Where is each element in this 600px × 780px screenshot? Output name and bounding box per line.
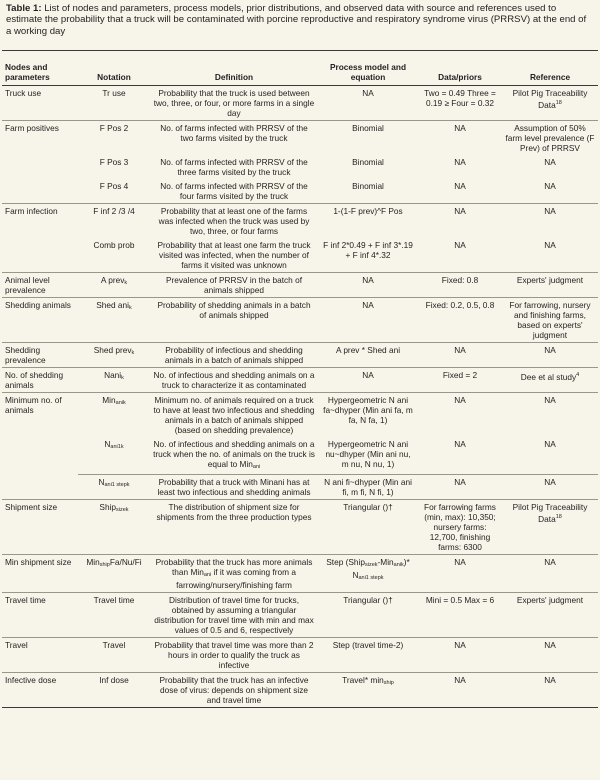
node-cell (2, 475, 78, 500)
notation-text: A prev (100, 275, 125, 285)
process-cell: N ani fi~dhyper (Min ani fi, m fi, N fi, 1) (318, 475, 418, 500)
notation-subscript: ship (99, 562, 110, 568)
parameters-table (2, 50, 598, 708)
notation-cell (78, 437, 150, 475)
data-cell: NA (418, 638, 502, 673)
definition-cell: Probability that the truck is used between two, three, or four, or more farms in a single day (153, 88, 315, 118)
table-row (2, 298, 598, 343)
notation-cell (78, 500, 150, 555)
process-cell: NA (318, 368, 418, 393)
reference-cell: NA (502, 475, 598, 500)
process-cell: F inf 2*0.49 + F inf 3*.19 + F inf 4*.32 (323, 240, 413, 260)
definition-cell: Probability that at least one farm the truck visited was infected, when the number of farms it visited was unknown (157, 240, 311, 270)
reference-cell: NA (544, 157, 556, 167)
notation-text: N (104, 439, 111, 449)
data-cell: NA (454, 439, 466, 449)
node-cell: Minimum no. of animals (2, 393, 78, 438)
table-row (2, 343, 598, 368)
table-caption (6, 3, 591, 37)
table-row (2, 86, 598, 121)
process-cell: Binomial (352, 157, 384, 167)
process-cell: Binomial (318, 121, 418, 156)
notation-subscript: k (124, 280, 128, 286)
notation-cell: Inf dose (78, 673, 150, 708)
reference-cell: For farrowing, nursery and finishing farms, based on experts' judgment (502, 298, 598, 343)
notation-cell (78, 368, 150, 393)
data-cell: Mini = 0.5 Max = 6 (418, 593, 502, 638)
data-cell: Fixed: 0.2, 0.5, 0.8 (418, 298, 502, 343)
reference-cell: Assumption of 50% farm level prevalence (F Prev) of PRRSV (502, 121, 598, 156)
notation-cell (78, 273, 150, 298)
definition-text: Probability that the truck has more animals than Min (155, 557, 313, 577)
table-row (2, 393, 598, 438)
node-cell: Shedding animals (2, 298, 78, 343)
node-cell (2, 238, 78, 273)
notation-cell: Comb prob (93, 240, 135, 250)
reference-superscript: 18 (555, 100, 562, 106)
header-process: Process model and equation (318, 51, 418, 86)
data-cell: Fixed: 0.8 (418, 273, 502, 298)
data-cell: NA (454, 240, 466, 250)
process-cell (318, 673, 418, 708)
data-cell: Two = 0.49 Three = 0.19 ≥ Four = 0.32 (424, 88, 496, 108)
notation-cell: F inf 2 /3 /4 (78, 204, 150, 239)
notation-subscript: anik (115, 400, 126, 406)
definition-cell: Probability that at least one of the farms was infected when the truck was used by two, three, or four farms (150, 204, 318, 239)
node-cell: Infective dose (2, 673, 78, 708)
notation-subscript: k (131, 350, 135, 356)
table-row (2, 475, 598, 500)
data-cell: NA (418, 393, 502, 438)
definition-cell: Minimum no. of animals required on a truck to have at least two infectious and shedding animals in a batch of animals shipped (based on shedding prevalence) (150, 393, 318, 438)
data-cell: NA (418, 475, 502, 500)
notation-cell (78, 475, 150, 500)
process-cell: Binomial (352, 181, 384, 191)
definition-cell: Probability that travel time was more than 2 hours in order to qualify the truck as infective (150, 638, 318, 673)
notation-cell (78, 298, 150, 343)
notation-cell (78, 393, 150, 438)
process-subscript: ani1 stepk (358, 575, 384, 581)
notation-subscript: ani1 stepk (104, 482, 130, 488)
notation-cell: Travel (78, 638, 150, 673)
data-cell: NA (418, 343, 502, 368)
table-row (2, 204, 598, 239)
process-cell: Hypergeometric N ani fa~dhyper (Min ani fa, m fa, N fa, 1) (318, 393, 418, 438)
header-definition: Definition (150, 51, 318, 86)
node-cell: Animal level prevalence (2, 273, 78, 298)
data-cell: NA (418, 121, 502, 156)
data-cell: NA (418, 204, 502, 239)
node-cell: Min shipment size (2, 555, 78, 593)
node-cell: Farm positives (2, 121, 78, 156)
process-text: Travel* min (342, 675, 384, 685)
definition-cell (150, 437, 318, 475)
definition-cell: No. of farms infected with PRRSV of the two farms visited by the truck (150, 121, 318, 156)
reference-cell: NA (544, 240, 556, 250)
definition-cell: The distribution of shipment size for shipments from the three production types (150, 500, 318, 555)
definition-cell: No. of farms infected with PRRSV of the four farms visited by the truck (160, 181, 308, 201)
notation-cell: F Pos 3 (99, 157, 129, 167)
node-cell: Shedding prevalence (2, 343, 78, 368)
header-row (2, 51, 598, 86)
definition-cell: Probability of shedding animals in a batch of animals shipped (150, 298, 318, 343)
definition-cell: No. of infectious and shedding animals on a truck to characterize it as contaminated (150, 368, 318, 393)
table-row (2, 555, 598, 593)
node-cell (2, 437, 78, 475)
node-cell: No. of shedding animals (2, 368, 78, 393)
data-cell: For farrowing farms (min, max): 10,350; nursery farms: 12,700, finishing farms: 6300 (418, 500, 502, 555)
header-reference: Reference (502, 51, 598, 86)
table-row (2, 155, 598, 179)
reference-superscript: 18 (555, 514, 562, 520)
data-cell: NA (454, 157, 466, 167)
process-cell: Hypergeometric N ani nu~dhyper (Min ani nu, m nu, N nu, 1) (325, 439, 411, 469)
table-row (2, 273, 598, 298)
node-cell: Travel (2, 638, 78, 673)
notation-text: Min (102, 395, 116, 405)
data-cell: NA (418, 555, 502, 593)
notation-cell: Travel time (78, 593, 150, 638)
notation-text: Shed ani (96, 300, 129, 310)
notation-text: Ship (99, 502, 117, 512)
notation-cell: Tr use (102, 88, 126, 98)
header-node: Nodes and parameters (2, 51, 78, 86)
definition-cell: Prevalence of PRRSV in the batch of animals shipped (150, 273, 318, 298)
notation-text: N (98, 477, 105, 487)
process-text: -Min (377, 557, 394, 567)
caption-text: List of nodes and parameters, process models, prior distributions, and observed data with source and references used to estimate the probability that a truck will be contaminated with porcine reproductive and respiratory syndrome virus (PRRSV) at the end of a working day (6, 3, 587, 37)
definition-cell (150, 555, 318, 593)
definition-cell: Probability of infectious and shedding animals in a batch of animals shipped (150, 343, 318, 368)
table-row (2, 368, 598, 393)
definition-subscript: ani (203, 572, 212, 578)
header-notation: Notation (78, 51, 150, 86)
process-cell: Triangular ()† (318, 500, 418, 555)
reference-cell: Experts' judgment (502, 273, 598, 298)
reference-cell: NA (502, 343, 598, 368)
definition-subscript: ani (252, 464, 261, 470)
notation-cell (78, 555, 150, 593)
data-cell: NA (454, 181, 466, 191)
reference-cell: NA (502, 204, 598, 239)
data-cell: Fixed = 2 (418, 368, 502, 393)
reference-text: Dee et al study (520, 372, 577, 382)
definition-cell: Probability that the truck has an infective dose of virus: depends on shipment size and travel time (150, 673, 318, 708)
notation-cell: F Pos 4 (99, 181, 129, 191)
table-row (2, 673, 598, 708)
process-text: Step (Ship (326, 557, 365, 567)
notation-suffix: Fa/Nu/Fi (109, 557, 142, 567)
process-cell: NA (318, 273, 418, 298)
reference-superscript: 4 (576, 372, 580, 378)
reference-cell: NA (502, 393, 598, 438)
notation-cell (78, 343, 150, 368)
process-subscript: ship (383, 680, 394, 686)
reference-cell: NA (502, 555, 598, 593)
reference-cell (502, 86, 598, 121)
notation-text: Shed prev (93, 345, 132, 355)
reference-cell (502, 368, 598, 393)
definition-cell: No. of farms infected with PRRSV of the three farms visited by the truck (160, 157, 308, 177)
process-subscript: sizek (364, 562, 378, 568)
notation-subscript: sizek (116, 507, 129, 513)
reference-cell: NA (544, 439, 556, 449)
process-text: N (352, 570, 359, 580)
reference-cell: NA (502, 638, 598, 673)
process-cell: Step (travel time-2) (318, 638, 418, 673)
process-cell: NA (318, 298, 418, 343)
process-cell (318, 555, 418, 593)
reference-text: Pilot Pig Traceability Data (512, 502, 588, 524)
node-cell: Travel time (2, 593, 78, 638)
table-row (2, 638, 598, 673)
notation-subscript: ani1k (110, 444, 124, 450)
notation-text: Min (86, 557, 100, 567)
node-cell (2, 155, 78, 179)
node-cell (2, 179, 78, 204)
reference-cell: NA (544, 181, 556, 191)
caption-label: Table 1: (6, 3, 42, 14)
notation-subscript: k (129, 305, 132, 311)
process-text: )* (403, 557, 410, 567)
process-subscript: anik (393, 562, 404, 568)
definition-text: No. of infectious and shedding animals on a truck when the no. of animals on the truck is equal to Min (153, 439, 315, 469)
table-row (2, 500, 598, 555)
definition-cell: Probability that a truck with Minani has at least two infectious and shedding animals (150, 475, 318, 500)
definition-suffix: if it was coming from a farrowing/nursery/finishing farm (176, 567, 296, 590)
notation-text: Nani (104, 370, 122, 380)
process-cell: Triangular ()† (318, 593, 418, 638)
notation-cell: F Pos 2 (78, 121, 150, 156)
table-row (2, 121, 598, 156)
process-cell: 1-(1-F prev)^F Pos (318, 204, 418, 239)
header-data: Data/priors (418, 51, 502, 86)
node-cell: Truck use (5, 88, 42, 98)
process-cell: A prev * Shed ani (318, 343, 418, 368)
table-row (2, 179, 598, 204)
reference-cell: NA (502, 673, 598, 708)
table-row (2, 593, 598, 638)
node-cell: Shipment size (2, 500, 78, 555)
reference-cell (502, 500, 598, 555)
reference-text: Pilot Pig Traceability Data (512, 88, 588, 110)
process-cell: NA (362, 88, 374, 98)
table-row (2, 238, 598, 273)
definition-cell: Distribution of travel time for trucks, obtained by assuming a triangular distribution for travel time with min and max values of 0.5 and 6, respectively (150, 593, 318, 638)
table-row (2, 437, 598, 475)
notation-subscript: k (121, 375, 124, 381)
data-cell: NA (418, 673, 502, 708)
reference-cell: Experts' judgment (502, 593, 598, 638)
node-cell: Farm infection (2, 204, 78, 239)
